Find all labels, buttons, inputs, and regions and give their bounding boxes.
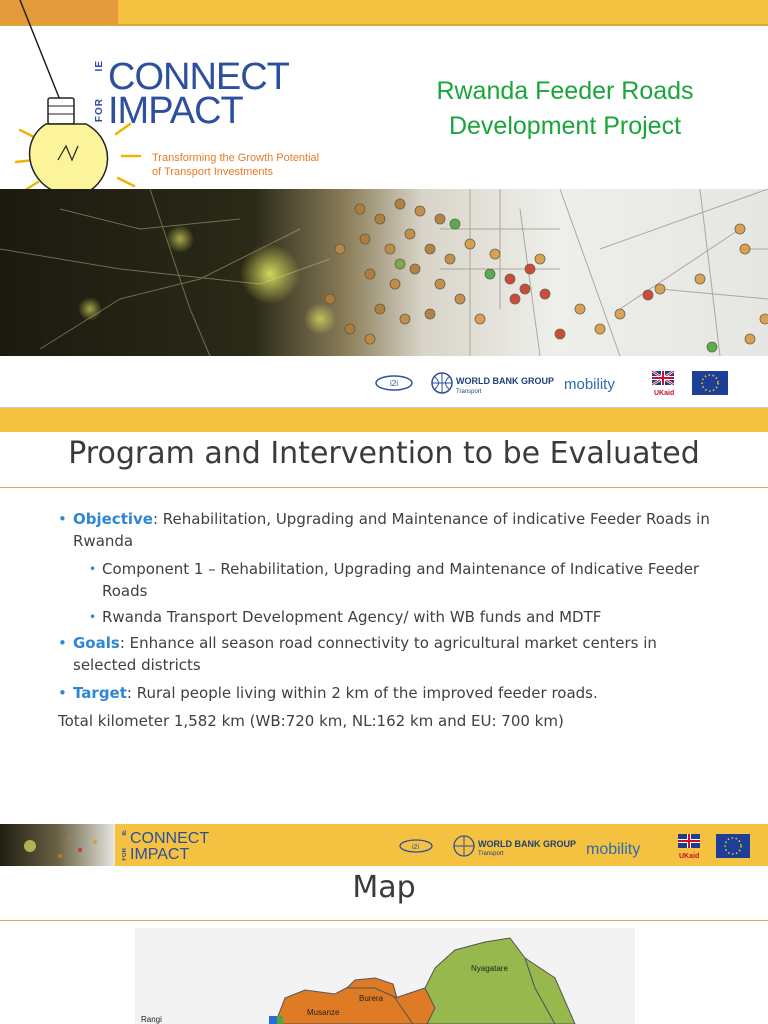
district-label-rangi: Rangi xyxy=(141,1015,162,1024)
project-title xyxy=(400,74,730,144)
total-kilometer-text: Total kilometer 1,582 km (WB:720 km, NL:162 km and EU: 700 km) xyxy=(58,712,564,730)
mobility-text: mobility xyxy=(564,376,615,393)
district-label-musanze: Musanze xyxy=(307,1008,340,1017)
sub-bullet-1-text: Component 1 – Rehabilitation, Upgrading and Maintenance of Indicative Feeder Roads xyxy=(102,560,700,600)
svg-text:mobility: mobility xyxy=(586,841,641,858)
logo-for: FOR xyxy=(94,98,105,123)
slide2-title-rule xyxy=(0,487,768,488)
bullet-dot-icon: • xyxy=(58,684,67,702)
goals-text: : Enhance all season road connectivity to agricultural market centers in selected districts xyxy=(73,634,657,674)
goals-bullet xyxy=(58,632,718,676)
map-thumbnail xyxy=(0,824,115,866)
partner-logos-small xyxy=(396,830,758,862)
bullet-list xyxy=(58,508,718,732)
small-logo-for: FOR xyxy=(122,848,128,861)
bullet-dot-icon: • xyxy=(58,634,67,652)
bullet-dot-icon: • xyxy=(58,510,67,528)
map-slide xyxy=(0,824,768,1024)
svg-text:UKaid: UKaid xyxy=(679,853,700,860)
district-label-burera: Burera xyxy=(359,994,384,1003)
small-logo-prefix: IE xyxy=(122,830,128,836)
sub-bullet-2 xyxy=(58,606,718,628)
program-slide xyxy=(0,408,768,818)
road-map-banner xyxy=(0,189,768,356)
district-label-nyagatare: Nyagatare xyxy=(471,964,508,973)
slide3-title: Map xyxy=(352,870,416,905)
slide2-accent-bar xyxy=(0,408,768,432)
project-title-line-2: Development Project xyxy=(448,112,682,140)
wb-text: WORLD BANK GROUP xyxy=(456,376,554,386)
target-key: Target xyxy=(73,684,127,702)
title-slide xyxy=(0,0,768,408)
partner-logos xyxy=(370,366,750,400)
objective-key: Objective xyxy=(73,510,153,528)
objective-bullet xyxy=(58,508,718,552)
goals-key: Goals xyxy=(73,634,120,652)
project-title-line-1: Rwanda Feeder Roads xyxy=(436,77,694,105)
ukaid-text: UKaid xyxy=(654,390,675,397)
svg-text:Transport: Transport xyxy=(478,851,504,857)
svg-text:Transport: Transport xyxy=(456,389,482,395)
svg-text:WORLD BANK GROUP: WORLD BANK GROUP xyxy=(478,839,576,849)
connect-for-impact-small-logo xyxy=(122,828,232,864)
logo-tagline-2: of Transport Investments xyxy=(152,166,274,178)
slide3-title-rule xyxy=(0,920,768,921)
sub-bullet-dot-icon: • xyxy=(89,610,97,624)
svg-text:i2i: i2i xyxy=(412,844,420,851)
district-shapes xyxy=(135,928,635,1024)
logo-word-connect: CONNECT xyxy=(108,56,289,98)
connect-for-impact-logo xyxy=(94,56,354,186)
sub-bullet-dot-icon: • xyxy=(89,562,97,576)
slide2-title: Program and Intervention to be Evaluated xyxy=(68,436,700,471)
logo-word-impact: IMPACT xyxy=(108,90,243,132)
objective-text: : Rehabilitation, Upgrading and Maintenance of indicative Feeder Roads in Rwanda xyxy=(73,510,710,550)
rwanda-district-map xyxy=(135,928,635,1024)
sub-bullet-2-text: Rwanda Transport Development Agency/ with WB funds and MDTF xyxy=(102,608,602,626)
target-bullet xyxy=(58,682,718,704)
logo-prefix: IE xyxy=(94,60,105,72)
small-logo-impact: IMPACT xyxy=(130,846,190,863)
sub-bullet-1 xyxy=(58,558,718,602)
small-logo-connect: CONNECT xyxy=(130,830,210,847)
target-text: : Rural people living within 2 km of the improved feeder roads. xyxy=(126,684,598,702)
logo-tagline-1: Transforming the Growth Potential xyxy=(152,152,320,164)
svg-text:i2i: i2i xyxy=(390,379,399,388)
